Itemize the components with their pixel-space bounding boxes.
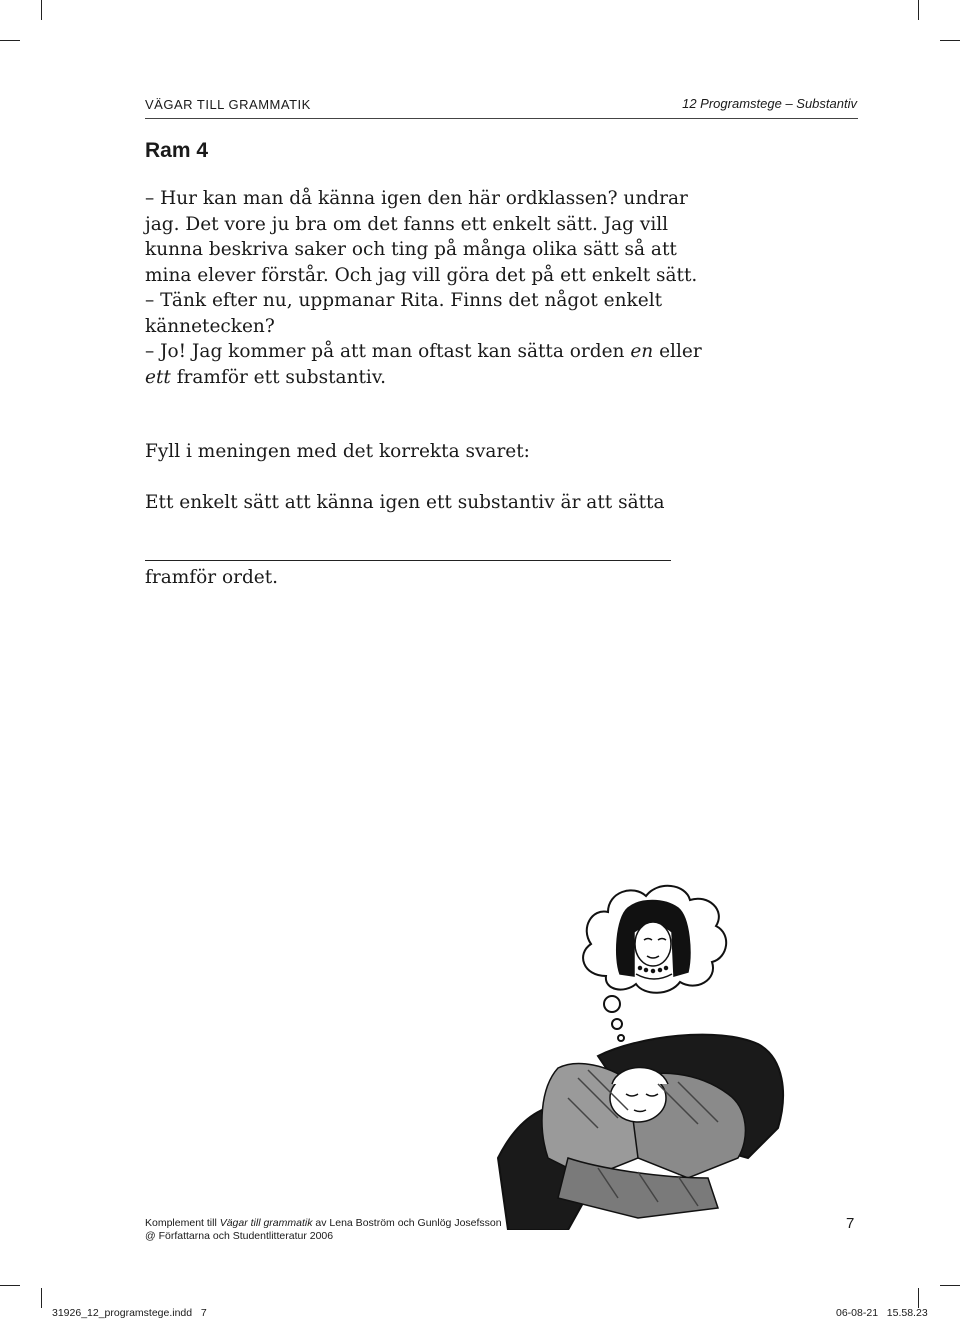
exercise-instruction: Fyll i meningen med det korrekta svaret: <box>145 441 530 462</box>
slug-filename: 31926_12_programstege.indd 7 <box>52 1307 207 1319</box>
exercise-sentence: Ett enkelt sätt att känna igen ett substantiv är att sätta <box>145 492 665 513</box>
crop-mark-top-right-h <box>940 40 960 41</box>
footer-book-title: Vägar till grammatik <box>219 1217 313 1229</box>
exercise-sentence-ending: framför ordet. <box>145 567 279 588</box>
story-paragraph-2: – Tänk efter nu, uppmanar Rita. Finns det något enkelt kännetecken? <box>145 290 663 337</box>
footer-credit-prefix: Komplement till <box>145 1217 220 1229</box>
crop-mark-bottom-right <box>918 1288 919 1308</box>
reclining-person <box>542 1064 745 1218</box>
answer-blank-line[interactable] <box>145 560 671 561</box>
footer-copyright: @ Författarna och Studentlitteratur 2006 <box>145 1230 334 1242</box>
story-text <box>145 186 705 390</box>
crop-mark-bottom-left <box>41 1288 42 1308</box>
crop-mark-top-left-h <box>0 40 20 41</box>
daydreaming-teacher-illustration <box>488 858 804 1230</box>
page-number: 7 <box>846 1215 855 1232</box>
footer-credit-authors: av Lena Boström och Gunlög Josefsson <box>312 1217 502 1229</box>
running-header-title: VÄGAR TILL GRAMMATIK <box>145 97 311 112</box>
crop-mark-bottom-right-h <box>940 1285 960 1286</box>
frame-title: Ram 4 <box>145 139 209 162</box>
running-header-section: 12 Programstege – Substantiv <box>682 96 857 111</box>
story-p3-start: – Jo! Jag kommer på att man oftast kan sätta orden <box>145 341 631 362</box>
story-p3-mid: eller <box>653 341 702 362</box>
story-p3-end: framför ett substantiv. <box>170 366 386 388</box>
crop-mark-top-left <box>41 0 42 20</box>
slug-datetime: 06-08-21 15.58.23 <box>836 1307 928 1319</box>
story-paragraph-1: – Hur kan man då känna igen den här ordklassen? undrar jag. Det vore ju bra om det fanns ett enkelt sätt. Jag vill kunna beskriva saker och ting på många olika sätt så att mina elever förstår. Och jag vill göra det på ett enkelt sätt. <box>145 188 698 286</box>
header-rule <box>145 118 858 119</box>
story-paragraph-3 <box>145 339 705 390</box>
word-en: en <box>630 341 654 362</box>
crop-mark-bottom-left-h <box>0 1285 20 1286</box>
footer-credit <box>145 1217 502 1229</box>
word-ett: ett <box>145 366 171 388</box>
crop-mark-top-right <box>918 0 919 20</box>
